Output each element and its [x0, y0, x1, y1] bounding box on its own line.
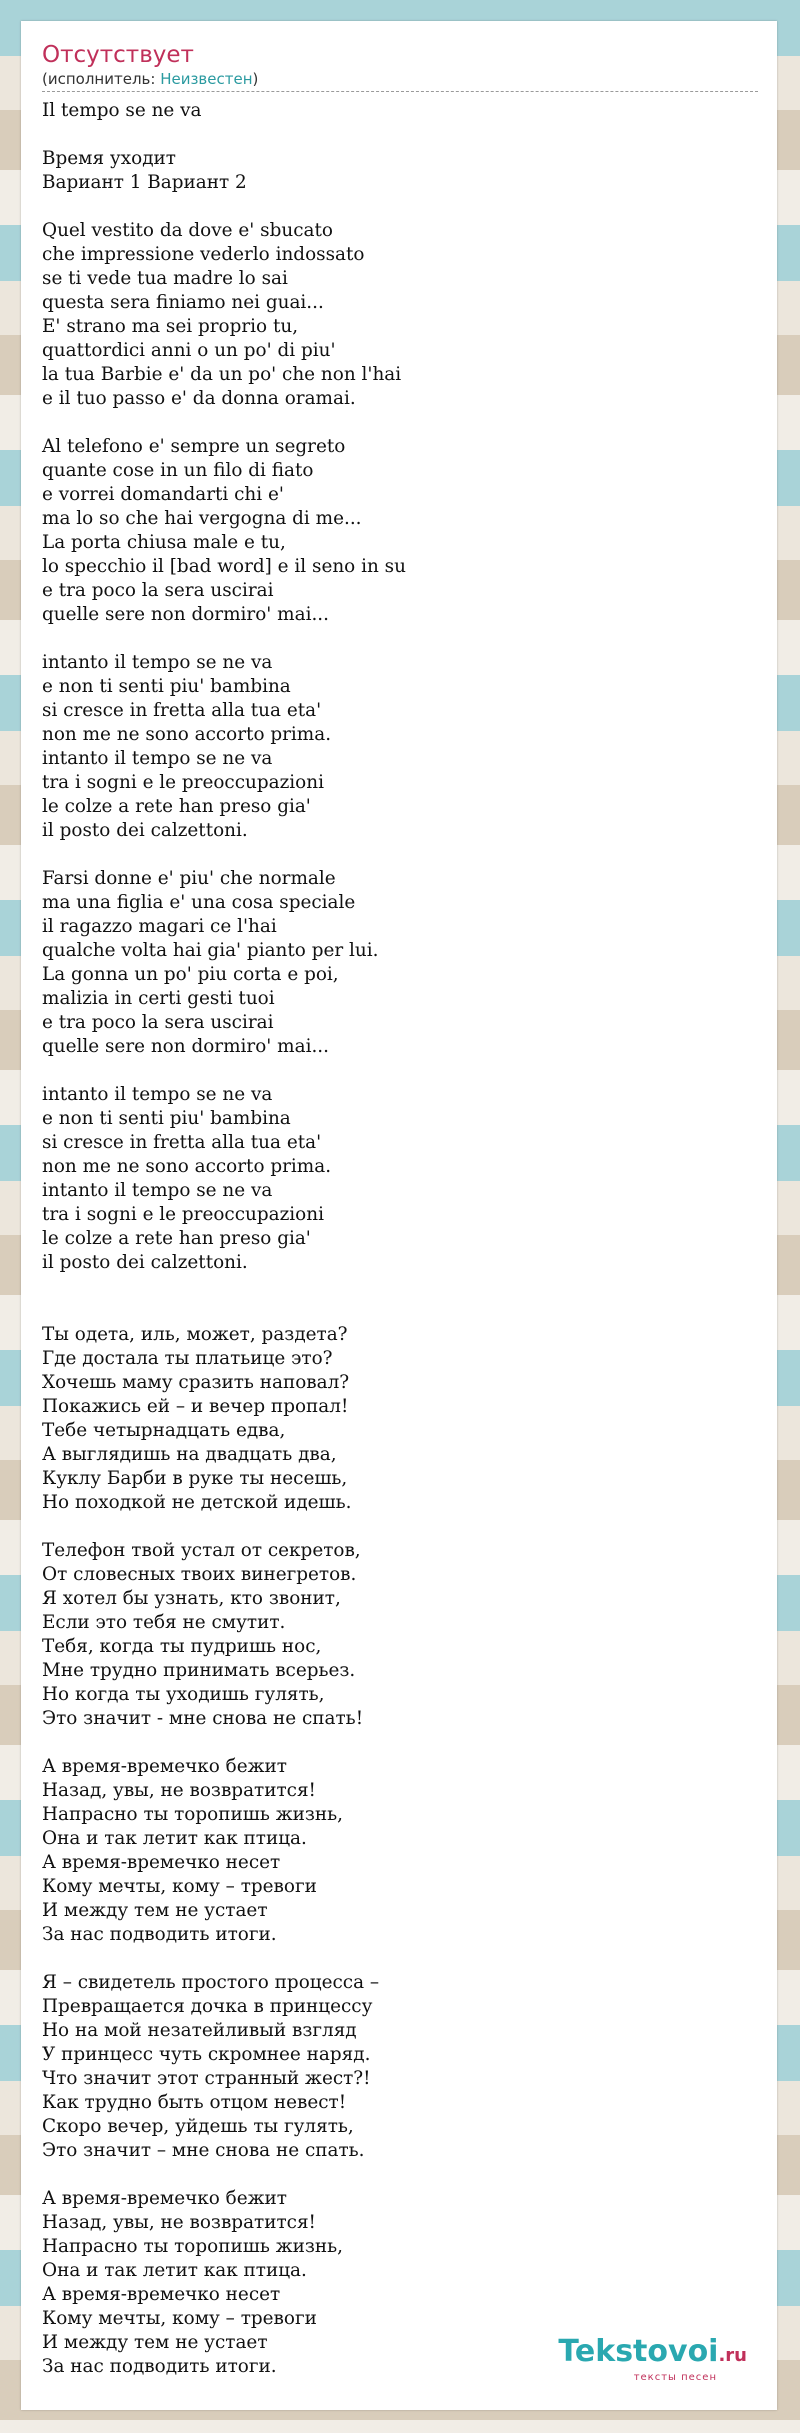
lyric-line: qualche volta hai gia' pianto per lui.: [42, 940, 379, 961]
lyrics-page: [21, 21, 777, 2410]
lyric-line: И между тем не устает: [42, 1900, 268, 1921]
lyric-line: Напрасно ты торопишь жизнь,: [42, 1804, 344, 1825]
lyric-line: Это значит – мне снова не спать.: [42, 2140, 365, 2161]
song-title: Отсутствует: [42, 42, 194, 68]
lyric-line: Кому мечты, кому – тревоги: [42, 2308, 317, 2329]
lyric-line: quelle sere non dormiro' mai...: [42, 1036, 329, 1057]
lyric-line: ma una figlia e' una cosa speciale: [42, 892, 356, 913]
lyric-line: Телефон твой устал от секретов,: [42, 1540, 361, 1561]
lyric-line: А время-времечко несет: [42, 1852, 281, 1873]
lyric-line: si cresce in fretta alla tua eta': [42, 700, 322, 721]
blank-line: [42, 627, 758, 651]
lyric-line: Куклу Барби в руке ты несешь,: [42, 1468, 348, 1489]
lyric-line: Я – свидетель простого процесса –: [42, 1972, 380, 1993]
lyric-line: Напрасно ты торопишь жизнь,: [42, 2236, 344, 2257]
blank-line: [42, 195, 758, 219]
lyric-line: e tra poco la sera uscirai: [42, 1012, 274, 1033]
lyric-line: Но походкой не детской идешь.: [42, 1492, 352, 1513]
artist-link[interactable]: Неизвестен: [160, 70, 253, 88]
lyric-line: il ragazzo magari ce l'hai: [42, 916, 277, 937]
blank-line: [42, 1731, 758, 1755]
logo-wordmark: [558, 2336, 747, 2372]
lyric-line: le colze a rete han preso gia': [42, 796, 311, 817]
lyric-line: А время-времечко бежит: [42, 1756, 287, 1777]
blank-line: [42, 123, 758, 147]
lyric-line: За нас подводить итоги.: [42, 1924, 277, 1945]
lyric-line: ma lo so che hai vergogna di me...: [42, 508, 362, 529]
artist-suffix: ): [252, 70, 259, 88]
blank-line: [42, 1515, 758, 1539]
lyric-line: Превращается дочка в принцессу: [42, 1996, 373, 2017]
lyric-line: Al telefono e' sempre un segreto: [42, 436, 346, 457]
lyric-line: La porta chiusa male e tu,: [42, 532, 286, 553]
song-artist-line: [42, 69, 758, 89]
lyric-line: Что значит этот странный жест?!: [42, 2068, 371, 2089]
lyric-line: non me ne sono accorto prima.: [42, 1156, 332, 1177]
lyric-line: lo specchio il [bad word] e il seno in su: [42, 556, 406, 577]
lyric-line: intanto il tempo se ne va: [42, 652, 273, 673]
blank-line: [42, 1275, 758, 1299]
lyric-line: За нас подводить итоги.: [42, 2356, 277, 2377]
lyrics-text: [42, 99, 758, 2379]
lyric-line: se ti vede tua madre lo sai: [42, 268, 288, 289]
lyric-line: e vorrei domandarti chi e': [42, 484, 284, 505]
lyric-line: От словесных твоих винегретов.: [42, 1564, 357, 1585]
lyric-line: la tua Barbie e' da un po' che non l'hai: [42, 364, 402, 385]
logo-name: Tekstovoi: [558, 2334, 719, 2369]
logo-tagline: тексты песен: [633, 2372, 717, 2383]
lyric-line: Назад, увы, не возвратится!: [42, 1780, 316, 1801]
lyric-line: intanto il tempo se ne va: [42, 1084, 273, 1105]
lyric-line: quante cose in un filo di fiato: [42, 460, 314, 481]
lyric-line: Il tempo se ne va: [42, 100, 202, 121]
blank-line: [42, 843, 758, 867]
lyric-line: quattordici anni o un po' di piu': [42, 340, 336, 361]
artist-prefix: (исполнитель:: [42, 70, 161, 88]
blank-line: [42, 1059, 758, 1083]
lyric-line: il posto dei calzettoni.: [42, 1252, 248, 1273]
lyric-line: Ты одета, иль, может, раздета?: [42, 1324, 348, 1345]
lyric-line: quelle sere non dormiro' mai...: [42, 604, 329, 625]
lyric-line: Если это тебя не смутит.: [42, 1612, 286, 1633]
lyric-line: che impressione vederlo indossato: [42, 244, 365, 265]
lyric-line: Quel vestito da dove e' sbucato: [42, 220, 333, 241]
blank-line: [42, 1947, 758, 1971]
lyric-line: Покажись ей – и вечер пропал!: [42, 1396, 349, 1417]
lyric-line: e tra poco la sera uscirai: [42, 580, 274, 601]
lyric-line: Она и так летит как птица.: [42, 1828, 307, 1849]
lyric-line: Время уходит: [42, 148, 176, 169]
lyric-line: Вариант 1 Вариант 2: [42, 172, 247, 193]
lyric-line: intanto il tempo se ne va: [42, 1180, 273, 1201]
lyric-line: Назад, увы, не возвратится!: [42, 2212, 316, 2233]
blank-line: [42, 411, 758, 435]
lyric-line: Она и так летит как птица.: [42, 2260, 307, 2281]
lyric-line: У принцесс чуть скромнее наряд.: [42, 2044, 371, 2065]
lyric-line: La gonna un po' piu corta e poi,: [42, 964, 339, 985]
site-logo[interactable]: [558, 2336, 747, 2384]
lyric-line: Хочешь маму сразить наповал?: [42, 1372, 350, 1393]
song-header: [42, 41, 758, 92]
lyric-line: malizia in certi gesti tuoi: [42, 988, 275, 1009]
lyric-line: Это значит - мне снова не спать!: [42, 1708, 364, 1729]
lyric-line: intanto il tempo se ne va: [42, 748, 273, 769]
lyric-line: si cresce in fretta alla tua eta': [42, 1132, 322, 1153]
lyric-line: Farsi donne e' piu' che normale: [42, 868, 336, 889]
lyric-line: А выглядишь на двадцать два,: [42, 1444, 337, 1465]
lyric-line: Мне трудно принимать всерьез.: [42, 1660, 356, 1681]
lyric-line: А время-времечко несет: [42, 2284, 281, 2305]
lyric-line: Кому мечты, кому – тревоги: [42, 1876, 317, 1897]
lyric-line: Скоро вечер, уйдешь ты гулять,: [42, 2116, 354, 2137]
blank-line: [42, 1299, 758, 1323]
lyric-line: E' strano ma sei proprio tu,: [42, 316, 299, 337]
lyric-line: e non ti senti piu' bambina: [42, 676, 291, 697]
lyric-line: non me ne sono accorto prima.: [42, 724, 332, 745]
lyric-line: А время-времечко бежит: [42, 2188, 287, 2209]
lyric-line: Где достала ты платьице это?: [42, 1348, 333, 1369]
logo-tld: .ru: [718, 2345, 747, 2366]
lyric-line: Как трудно быть отцом невест!: [42, 2092, 347, 2113]
lyric-line: И между тем не устает: [42, 2332, 268, 2353]
lyric-line: Я хотел бы узнать, кто звонит,: [42, 1588, 341, 1609]
lyric-line: Но когда ты уходишь гулять,: [42, 1684, 325, 1705]
lyric-line: Тебя, когда ты пудришь нос,: [42, 1636, 322, 1657]
blank-line: [42, 2163, 758, 2187]
lyric-line: questa sera finiamo nei guai...: [42, 292, 324, 313]
lyric-line: e non ti senti piu' bambina: [42, 1108, 291, 1129]
lyric-line: e il tuo passo e' da donna oramai.: [42, 388, 356, 409]
lyric-line: Тебе четырнадцать едва,: [42, 1420, 286, 1441]
lyric-line: Но на мой незатейливый взгляд: [42, 2020, 357, 2041]
lyric-line: le colze a rete han preso gia': [42, 1228, 311, 1249]
lyric-line: tra i sogni e le preoccupazioni: [42, 1204, 324, 1225]
lyric-line: tra i sogni e le preoccupazioni: [42, 772, 324, 793]
lyric-line: il posto dei calzettoni.: [42, 820, 248, 841]
